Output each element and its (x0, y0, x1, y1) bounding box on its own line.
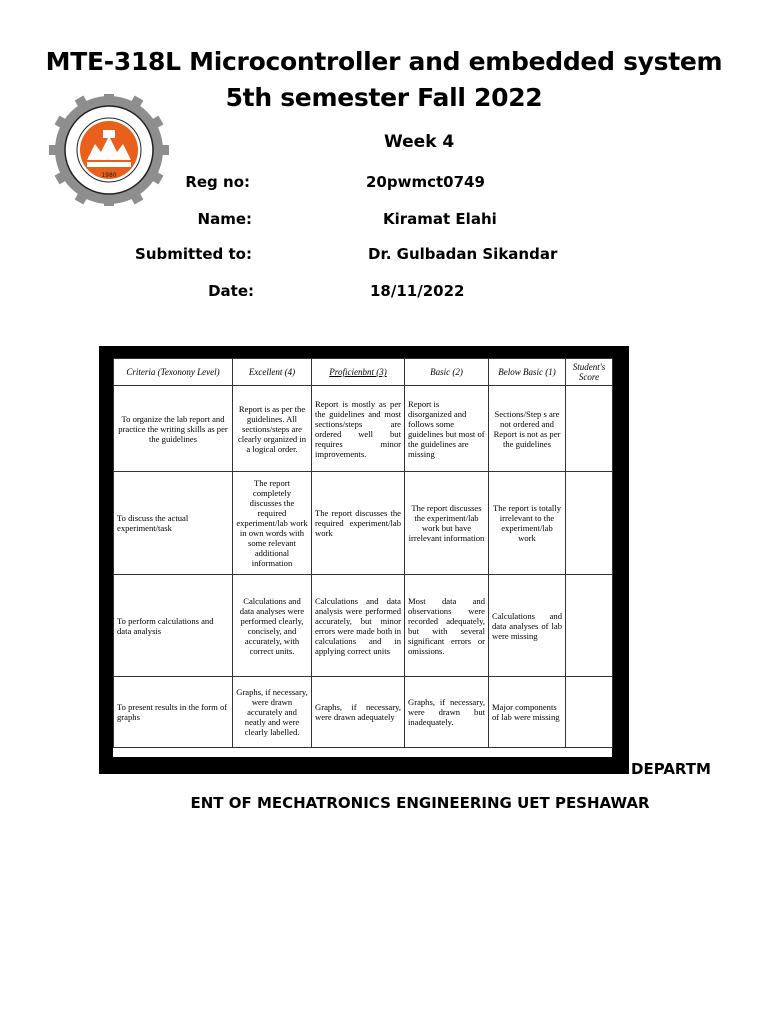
rubric-cell: The report is totally irrelevant to the experiment/lab work (489, 472, 566, 575)
submitted-to-label: Submitted to: (135, 245, 252, 263)
rubric-cell: Calculations and data analysis were performed accurately, but minor errors were made both in calculations and in applying correct units (312, 575, 405, 677)
rubric-cell: To discuss the actual experiment/task (114, 472, 233, 575)
rubric-image-frame (99, 346, 629, 774)
rubric-cell: Most data and observations were recorded adequately, but with several significant errors or omissions. (405, 575, 489, 677)
document-title: MTE-318L Microcontroller and embedded system 5th semester Fall 2022 (45, 47, 723, 112)
rubric-cell (566, 472, 613, 575)
rubric-container (113, 358, 612, 757)
rubric-table (113, 358, 613, 748)
rubric-header-criteria: Criteria (Texonony Level) (114, 359, 233, 386)
submitted-to-value: Dr. Gulbadan Sikandar (368, 245, 558, 263)
name-value: Kiramat Elahi (383, 210, 497, 228)
rubric-header-proficient: Proficienbnt (3) (312, 359, 405, 386)
rubric-cell: To present results in the form of graphs (114, 677, 233, 748)
rubric-header-score: Student's Score (566, 359, 613, 386)
week-label: Week 4 (384, 132, 455, 152)
rubric-cell (566, 386, 613, 472)
rubric-cell (566, 677, 613, 748)
rubric-header-basic: Basic (2) (405, 359, 489, 386)
rubric-cell: Graphs, if necessary, were drawn adequately (312, 677, 405, 748)
date-value: 18/11/2022 (370, 282, 465, 300)
rubric-cell: Calculations and data analyses were performed clearly, concisely, and accurately, with correct units. (233, 575, 312, 677)
rubric-cell: Sections/Step s are not ordered and Report is not as per the guidelines (489, 386, 566, 472)
rubric-cell: Report is disorganized and follows some guidelines but most of the guidelines are missing (405, 386, 489, 472)
rubric-cell: To perform calculations and data analysis (114, 575, 233, 677)
rubric-header-excellent: Excellent (4) (233, 359, 312, 386)
rubric-row (114, 386, 613, 472)
department-footer-start: DEPARTM (631, 760, 711, 778)
rubric-header-row (114, 359, 613, 386)
date-label: Date: (208, 282, 254, 300)
rubric-cell: Major components of lab were missing (489, 677, 566, 748)
rubric-cell: Graphs, if necessary, were drawn but inadequately. (405, 677, 489, 748)
rubric-row (114, 472, 613, 575)
reg-no-value: 20pwmct0749 (366, 173, 485, 191)
rubric-cell (566, 575, 613, 677)
name-label: Name: (197, 210, 252, 228)
rubric-header-below-basic: Below Basic (1) (489, 359, 566, 386)
rubric-cell: The report discusses the required experiment/lab work (312, 472, 405, 575)
rubric-cell: Report is mostly as per the guidelines and most sections/steps are ordered well but requires minor improvements. (312, 386, 405, 472)
rubric-cell: The report discusses the experiment/lab work but have irrelevant information (405, 472, 489, 575)
rubric-cell: Calculations and data analyses of lab were missing (489, 575, 566, 677)
department-footer: ENT OF MECHATRONICS ENGINEERING UET PESHAWAR (190, 794, 650, 812)
rubric-cell: Graphs, if necessary, were drawn accurately and neatly and were clearly labelled. (233, 677, 312, 748)
rubric-row (114, 575, 613, 677)
rubric-cell: Report is as per the guidelines. All sections/steps are clearly organized in a logical order. (233, 386, 312, 472)
reg-no-label: Reg no: (185, 173, 250, 191)
rubric-cell: The report completely discusses the required experiment/lab work in own words with some relevant additional information (233, 472, 312, 575)
rubric-cell: To organize the lab report and practice the writing skills as per the guidelines (114, 386, 233, 472)
logo-year: 1980 (101, 172, 117, 179)
rubric-row (114, 677, 613, 748)
